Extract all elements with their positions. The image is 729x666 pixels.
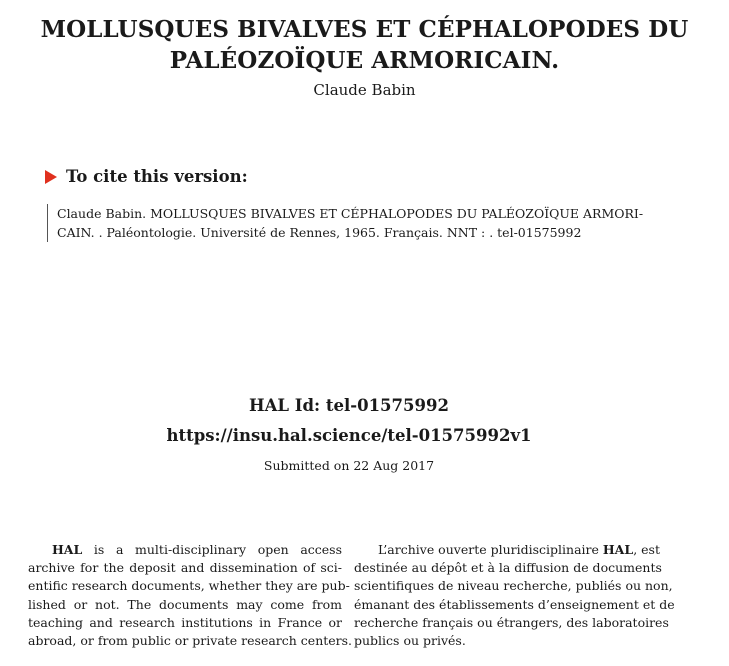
hal-bold-word: HAL [52, 542, 83, 557]
title-line-2: PALÉOZOÏQUE ARMORICAIN. [169, 47, 560, 74]
abstract-en-line-3: entific research documents, whether they are pub- [28, 578, 350, 594]
abstract-fr-line-1 [354, 541, 672, 559]
abstract-en-text-1: is a multi-disciplinary open access [82, 542, 342, 557]
hal-url-link[interactable]: https://insu.hal.science/tel-01575992v1 [166, 426, 532, 445]
citation-line-1: Claude Babin. MOLLUSQUES BIVALVES ET CÉPHALOPODES DU PALÉOZOÏQUE ARMORI- [57, 206, 644, 221]
abstract-french [354, 541, 675, 650]
abstract-fr-line-2: destinée au dépôt et à la diffusion de documents [354, 560, 662, 576]
triangle-arrow-icon [45, 170, 57, 184]
cite-heading-label: To cite this version: [66, 167, 248, 186]
abstract-fr-text-1: , est [633, 542, 660, 557]
author-name: Claude Babin [313, 81, 416, 99]
citation-line-2: CAIN. . Paléontologie. Université de Rennes, 1965. Français. NNT : . tel-01575992 [57, 225, 582, 240]
hal-bold-word-fr: HAL [602, 542, 634, 557]
abstract-fr-line-6: publics ou privés. [354, 633, 466, 649]
abstract-en-line-5: teaching and research institutions in France or [28, 614, 342, 630]
cite-heading [45, 166, 248, 188]
document-title [20, 14, 709, 76]
abstract-english [28, 541, 353, 650]
abstract-en-line-1 [28, 541, 342, 559]
abstract-fr-line-4: émanant des établissements d’enseignement et de [354, 596, 675, 612]
abstract-en-line-2: archive for the deposit and dissemination of sci- [28, 560, 342, 576]
abstract-en-line-4: lished or not. The documents may come from [28, 596, 342, 612]
citation-block [47, 204, 697, 242]
hal-id: HAL Id: tel-01575992 [249, 396, 449, 415]
title-line-1: MOLLUSQUES BIVALVES ET CÉPHALOPODES DU [40, 16, 689, 43]
abstract-fr-line-5: recherche français ou étrangers, des laboratoires [354, 614, 669, 630]
abstract-fr-prefix: L’archive ouverte pluridisciplinaire [378, 542, 603, 557]
abstract-en-line-6: abroad, or from public or private research centers. [28, 633, 353, 649]
submission-date: Submitted on 22 Aug 2017 [263, 458, 435, 473]
abstract-fr-line-3: scientifiques de niveau recherche, publiés ou non, [354, 578, 673, 594]
